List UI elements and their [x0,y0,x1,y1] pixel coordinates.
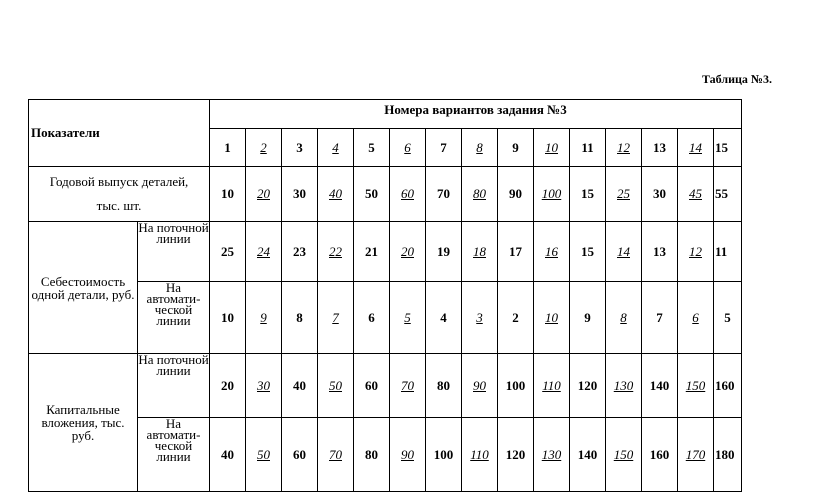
variant-number: 11 [570,129,606,167]
capital-flow-value: 50 [318,354,354,418]
variant-number: 14 [678,129,714,167]
unit-cost-auto-value: 10 [534,282,570,354]
unit-cost-flow-value: 24 [246,222,282,282]
variant-number: 3 [282,129,318,167]
unit-cost-auto-value: 6 [678,282,714,354]
capital-auto-value: 50 [246,418,282,492]
capital-flow-value: 90 [462,354,498,418]
variant-number: 12 [606,129,642,167]
unit-cost-auto-value: 10 [210,282,246,354]
capital-flow-value: 150 [678,354,714,418]
unit-cost-auto-value: 5 [390,282,426,354]
capital-auto-value: 40 [210,418,246,492]
variant-number: 8 [462,129,498,167]
capital-auto-value: 180 [714,418,742,492]
unit-cost-flow-value: 19 [426,222,462,282]
variants-header: Номера вариантов задания №3 [210,100,742,129]
capital-investment-label: Капитальные вложения, тыс. руб. [29,354,138,492]
capital-flow-value: 80 [426,354,462,418]
capital-auto-value: 160 [642,418,678,492]
variant-number: 2 [246,129,282,167]
capital-auto-value: 120 [498,418,534,492]
annual-output-value: 30 [642,167,678,222]
table-caption: Таблица №3. [701,72,772,86]
annual-output-value: 30 [282,167,318,222]
variant-number: 7 [426,129,462,167]
unit-cost-flow-value: 11 [714,222,742,282]
unit-cost-flow-value: 23 [282,222,318,282]
unit-cost-auto-value: 9 [246,282,282,354]
capital-auto-value: 60 [282,418,318,492]
unit-cost-auto-value: 8 [282,282,318,354]
unit-cost-label: Себестоимость одной детали, руб. [29,222,138,354]
annual-output-value: 10 [210,167,246,222]
capital-flow-value: 130 [606,354,642,418]
annual-output-value: 90 [498,167,534,222]
unit-cost-auto-value: 5 [714,282,742,354]
capital-auto-value: 90 [390,418,426,492]
capital-auto-value: 140 [570,418,606,492]
annual-output-value: 25 [606,167,642,222]
variant-number: 15 [714,129,742,167]
annual-output-row [29,167,742,222]
capital-flow-value: 20 [210,354,246,418]
unit-cost-auto-value: 7 [642,282,678,354]
variant-number: 4 [318,129,354,167]
variant-number: 10 [534,129,570,167]
capital-auto-value: 70 [318,418,354,492]
capital-auto-value: 80 [354,418,390,492]
unit-cost-flow-value: 18 [462,222,498,282]
unit-cost-auto-value: 6 [354,282,390,354]
capital-flow-value: 140 [642,354,678,418]
unit-cost-flow-value: 21 [354,222,390,282]
unit-cost-auto-value: 3 [462,282,498,354]
capital-flow-label: На поточной линии [138,354,210,418]
annual-output-value: 60 [390,167,426,222]
annual-output-value: 20 [246,167,282,222]
annual-output-value: 55 [714,167,742,222]
annual-output-label-line2: тыс. шт. [96,198,142,213]
capital-auto-value: 130 [534,418,570,492]
unit-cost-flow-value: 17 [498,222,534,282]
capital-flow-value: 70 [390,354,426,418]
variants-table [28,99,742,492]
annual-output-value: 45 [678,167,714,222]
unit-cost-flow-label: На поточной линии [138,222,210,282]
capital-flow-row [29,354,742,418]
annual-output-value: 15 [570,167,606,222]
unit-cost-auto-value: 9 [570,282,606,354]
capital-auto-label: На автомати-ческой линии [138,418,210,492]
unit-cost-flow-value: 16 [534,222,570,282]
capital-flow-value: 120 [570,354,606,418]
unit-cost-auto-label: На автомати-ческой линии [138,282,210,354]
annual-output-value: 70 [426,167,462,222]
unit-cost-auto-value: 8 [606,282,642,354]
variant-number: 13 [642,129,678,167]
unit-cost-flow-value: 22 [318,222,354,282]
unit-cost-flow-value: 15 [570,222,606,282]
annual-output-label [29,167,210,222]
capital-flow-value: 40 [282,354,318,418]
capital-flow-value: 100 [498,354,534,418]
variant-number: 5 [354,129,390,167]
capital-flow-value: 110 [534,354,570,418]
capital-flow-value: 60 [354,354,390,418]
annual-output-value: 100 [534,167,570,222]
unit-cost-auto-value: 4 [426,282,462,354]
variant-number: 1 [210,129,246,167]
unit-cost-flow-value: 12 [678,222,714,282]
annual-output-label-line1: Годовой выпуск деталей, [49,174,189,189]
capital-auto-value: 150 [606,418,642,492]
unit-cost-flow-value: 14 [606,222,642,282]
capital-auto-value: 100 [426,418,462,492]
capital-auto-value: 170 [678,418,714,492]
variant-number: 9 [498,129,534,167]
header-row-1 [29,100,742,129]
annual-output-value: 40 [318,167,354,222]
unit-cost-flow-value: 25 [210,222,246,282]
unit-cost-flow-value: 13 [642,222,678,282]
indicators-header: Показатели [29,100,210,167]
unit-cost-auto-value: 2 [498,282,534,354]
variant-number: 6 [390,129,426,167]
capital-flow-value: 30 [246,354,282,418]
annual-output-value: 50 [354,167,390,222]
capital-flow-value: 160 [714,354,742,418]
unit-cost-flow-row [29,222,742,282]
unit-cost-auto-value: 7 [318,282,354,354]
capital-auto-value: 110 [462,418,498,492]
unit-cost-flow-value: 20 [390,222,426,282]
annual-output-value: 80 [462,167,498,222]
